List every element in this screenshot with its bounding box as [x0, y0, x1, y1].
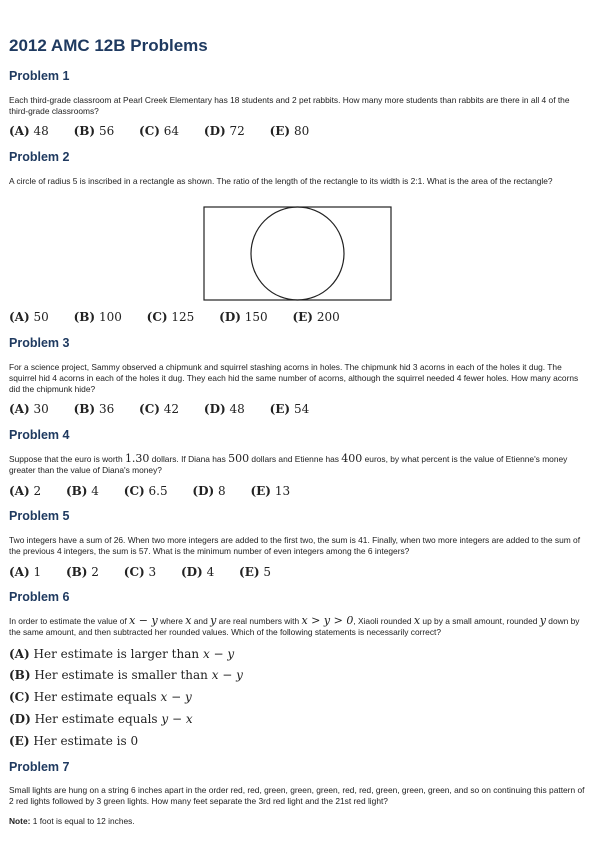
- choice-d: (D) 150: [219, 310, 268, 324]
- rectangle-shape: [204, 207, 391, 300]
- problem-3-choices: [9, 402, 330, 416]
- choice-c: (C) 42: [139, 402, 180, 416]
- choice-e: (E) 13: [250, 484, 291, 498]
- problem-6-heading: Problem 6: [9, 590, 70, 604]
- problem-6-option-b: (B) Her estimate is smaller than x − y: [9, 668, 243, 682]
- problem-6-option-c: (C) Her estimate equals x − y: [9, 690, 192, 704]
- math-expression: y: [210, 614, 217, 627]
- problem-7-heading: Problem 7: [9, 760, 70, 774]
- problem-4-choices: [9, 484, 311, 498]
- math-expression: x − y: [129, 614, 158, 627]
- choice-b: (B) 4: [65, 484, 99, 498]
- problem-1-choices: [9, 124, 330, 138]
- choice-b: (B) 56: [73, 124, 115, 138]
- choice-a: (A) 30: [9, 402, 49, 416]
- choice-c: (C) 6.5: [123, 484, 168, 498]
- problem-3-heading: Problem 3: [9, 336, 70, 350]
- choice-d: (D) 48: [203, 402, 245, 416]
- math-value: 400: [341, 452, 363, 465]
- problem-7-note: Note: 1 foot is equal to 12 inches.: [9, 816, 135, 826]
- circle-in-rectangle-figure: [203, 206, 393, 303]
- math-expression: x: [185, 614, 192, 627]
- choice-a: (A) 1: [9, 565, 42, 579]
- problem-6-text: In order to estimate the value of x − y where x and y are real numbers with x > y > 0, Xiaoli rounded x up by a small amount, rounded y down by the same amount, and then subtracted her rounded values. Which of the following statements is necessarily correct?: [9, 614, 580, 637]
- math-value: 500: [228, 452, 250, 465]
- math-expression: x: [413, 614, 421, 627]
- choice-e: (E) 54: [269, 402, 310, 416]
- math-value: 1.30: [124, 452, 150, 465]
- choice-a: (A) 50: [9, 310, 49, 324]
- choice-d: (D) 72: [203, 124, 245, 138]
- math-expression: x > y > 0: [301, 614, 354, 627]
- problem-6-option-a: (A) Her estimate is larger than x − y: [9, 647, 235, 661]
- problem-4-text: Suppose that the euro is worth 1.30 dollars. If Diana has 500 dollars and Etienne has 400 euros, by what percent is the value of Etienne's money greater than the value of Diana's money?: [9, 452, 568, 475]
- choice-d: (D) 8: [192, 484, 226, 498]
- problem-1-heading: Problem 1: [9, 69, 70, 83]
- choice-c: (C) 125: [146, 310, 195, 324]
- choice-c: (C) 64: [139, 124, 180, 138]
- problem-5-heading: Problem 5: [9, 509, 70, 523]
- choice-b: (B) 36: [73, 402, 115, 416]
- choice-e: (E) 5: [239, 565, 272, 579]
- choice-c: (C) 3: [123, 565, 157, 579]
- choice-e: (E) 200: [292, 310, 340, 324]
- problem-1-text: Each third-grade classroom at Pearl Creek Elementary has 18 students and 2 pet rabbits. How many more students than rabbits are there in all 4 of the third-grade classrooms?: [9, 95, 570, 116]
- problem-3-text: For a science project, Sammy observed a chipmunk and squirrel stashing acorns in holes. The chipmunk hid 3 acorns in each of the holes it dug. The squirrel hid 4 acorns in each of the holes it dug. They each hid the same number of acorns, although the squirrel needed 4 fewer holes. How many acorns did the chipmunk hide?: [9, 362, 579, 394]
- page-title: 2012 AMC 12B Problems: [9, 36, 208, 55]
- inscribed-circle: [251, 207, 344, 300]
- problem-4-heading: Problem 4: [9, 428, 70, 442]
- choice-b: (B) 100: [73, 310, 122, 324]
- choice-d: (D) 4: [180, 565, 215, 579]
- math-expression: y: [539, 614, 546, 627]
- problem-2-text: A circle of radius 5 is inscribed in a rectangle as shown. The ratio of the length of the rectangle to its width is 2:1. What is the area of the rectangle?: [9, 176, 553, 186]
- problem-2-heading: Problem 2: [9, 150, 70, 164]
- choice-b: (B) 2: [65, 565, 99, 579]
- choice-a: (A) 2: [9, 484, 42, 498]
- problem-5-choices: [9, 565, 292, 579]
- problem-5-text: Two integers have a sum of 26. When two more integers are added to the first two, the sum is 41. Finally, when two more integers are added to the sum of the previous 4 integers, the sum is 57. What is the minimum number of even integers among the 6 integers?: [9, 535, 581, 556]
- problem-2-choices: [9, 310, 361, 324]
- choice-e: (E) 80: [269, 124, 310, 138]
- choice-a: (A) 48: [9, 124, 49, 138]
- problem-7-text: Small lights are hung on a string 6 inches apart in the order red, red, green, green, green, red, red, green, green, green, and so on continuing this pattern of 2 red lights followed by 3 green lights. How many feet separate the 3rd red light and the 21st red light?: [9, 785, 585, 806]
- problem-6-option-d: (D) Her estimate equals y − x: [9, 712, 193, 726]
- problem-6-option-e: (E) Her estimate is 0: [9, 734, 139, 748]
